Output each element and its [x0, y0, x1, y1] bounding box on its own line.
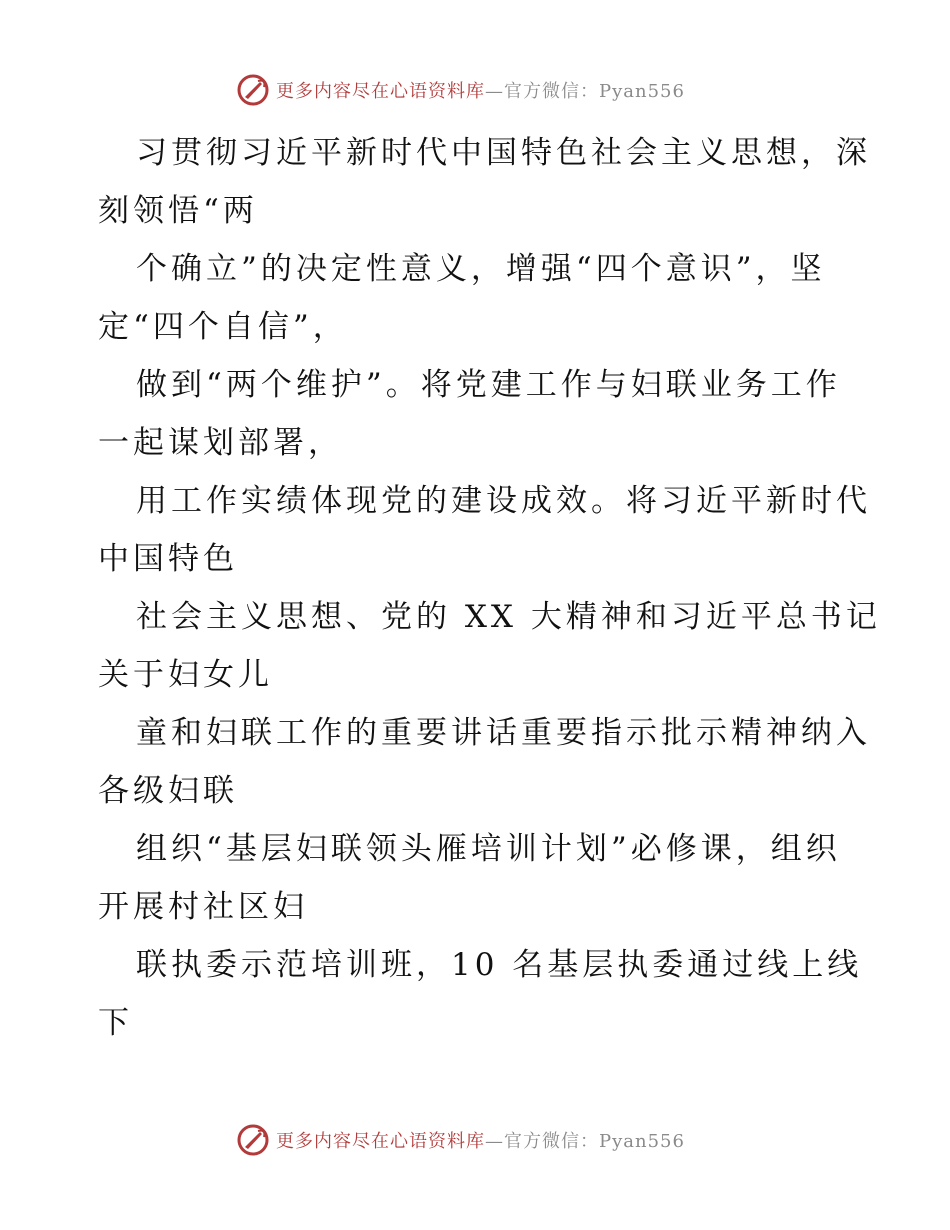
paragraph-line: 个确立”的决定性意义，增强“四个意识”，坚	[136, 251, 826, 287]
paragraph-line: 一起谋划部署，	[98, 425, 343, 461]
paragraph-line: 下	[98, 1005, 133, 1041]
paragraph-line: 组织“基层妇联领头雁培训计划”必修课，组织	[136, 831, 841, 867]
paragraph-line: 联执委示范培训班，10 名基层执委通过线上线	[136, 947, 863, 983]
paragraph-line: 中国特色	[98, 541, 238, 577]
banner-wechat-text: 官方微信：Pyan556	[504, 1131, 685, 1152]
paragraph	[98, 820, 858, 936]
paragraph-line: 刻领悟“两	[98, 193, 258, 229]
paragraph	[98, 240, 858, 356]
header-banner	[236, 72, 685, 108]
banner-wechat-text: 官方微信：Pyan556	[504, 81, 685, 102]
paragraph-line: 习贯彻习近平新时代中国特色社会主义思想，深	[136, 135, 871, 171]
quill-logo-icon	[236, 1123, 270, 1157]
paragraph-line: 关于妇女儿	[98, 657, 273, 693]
paragraph-line: 童和妇联工作的重要讲话重要指示批示精神纳入	[136, 715, 871, 751]
paragraph-line: 各级妇联	[98, 773, 238, 809]
banner-dash: —	[485, 1131, 504, 1152]
banner-site-text: 更多内容尽在心语资料库	[276, 81, 485, 102]
paragraph	[98, 704, 871, 820]
document-body	[98, 124, 881, 1052]
paragraph-line: 开展村社区妇	[98, 889, 308, 925]
paragraph-line: 社会主义思想、党的 XX 大精神和习近平总书记	[136, 599, 881, 635]
paragraph	[98, 472, 871, 588]
paragraph-line: 定“四个自信”，	[98, 309, 348, 345]
paragraph-line: 用工作实绩体现党的建设成效。将习近平新时代	[136, 483, 871, 519]
banner-dash: —	[485, 81, 504, 102]
paragraph	[98, 356, 858, 472]
banner-text	[276, 77, 685, 103]
paragraph-line: 做到“两个维护”。将党建工作与妇联业务工作	[136, 367, 841, 403]
paragraph	[98, 936, 863, 1052]
quill-logo-icon	[236, 73, 270, 107]
paragraph	[98, 124, 871, 240]
paragraph	[98, 588, 881, 704]
footer-banner	[236, 1122, 685, 1158]
banner-text	[276, 1127, 685, 1153]
banner-site-text: 更多内容尽在心语资料库	[276, 1131, 485, 1152]
